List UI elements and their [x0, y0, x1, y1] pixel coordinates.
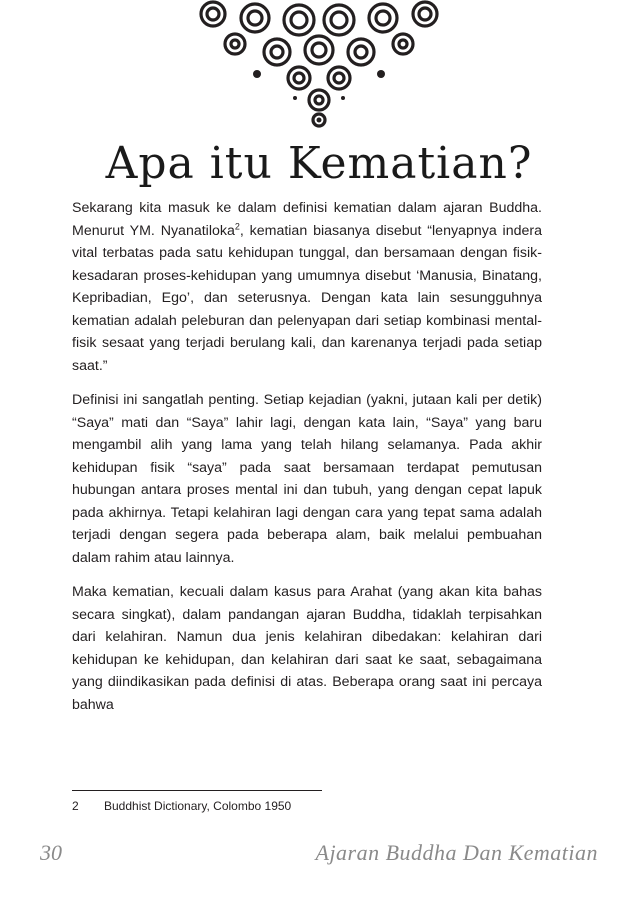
- spiral-ornament-icon: [183, 0, 455, 132]
- page-title: Apa itu Kematian?: [105, 138, 533, 189]
- paragraph-1: [72, 197, 542, 377]
- page-number: 30: [40, 840, 62, 865]
- body-text: [72, 197, 542, 728]
- footnote-divider: [72, 790, 322, 791]
- footnote-reference[interactable]: 2: [234, 220, 240, 231]
- footnote: [72, 799, 472, 813]
- paragraph-1-part-a: Sekarang kita masuk ke dalam definisi kematian dalam ajaran Buddha. Menurut YM. Nyanatiloka: [72, 200, 542, 239]
- paragraph-3: Maka kematian, kecuali dalam kasus para Arahat (yang akan kita bahas secara singkat), dalam pandangan ajaran Buddha, tidaklah terpisahkan dari kelahiran. Namun dua jenis kelahiran dibedakan: kelahiran dari kehidupan ke kehidupan, dan kelahiran dari saat ke saat, sebagaimana yang diindikasikan pada definisi di atas. Beberapa orang saat ini percaya bahwa: [72, 584, 542, 713]
- footnote-text: Buddhist Dictionary, Colombo 1950: [104, 799, 292, 813]
- paragraph-1-part-b: , kematian biasanya disebut “lenyapnya indera vital terbatas pada satu kehidupan tunggal, dan bersamaan dengan fisik-kesadaran proses-kehidupan yang umumnya disebut ‘Manusia, Binatang, Kepribadian, Ego’, dan seterusnya. Dengan kata lain sesungguhnya kematian adalah peleburan dan pelenyapan dari setiap kombinasi mental-fisik sesaat yang terjadi berulang kali, dan karenanya terjadi pada setiap saat.”: [72, 222, 542, 374]
- footnote-number: 2: [72, 799, 79, 813]
- running-title: Ajaran Buddha Dan Kematian: [315, 840, 598, 865]
- paragraph-2: Definisi ini sangatlah penting. Setiap kejadian (yakni, jutaan kali per detik) “Saya” mati dan “Saya” lahir lagi, dengan kata lain, “Saya” yang baru mengambil alih yang lama yang telah hilang selamanya. Pada akhir kehidupan fisik “saya” pada saat bersamaan terdapat pemutusan hubungan antara proses mental ini dan tubuh, yang dengan cepat lapuk pada akhirnya. Tetapi kelahiran lagi dengan cara yang tepat sama adalah terjadi dengan segera pada beberapa alam, baik melalui pembuahan dalam rahim atau lainnya.: [72, 392, 542, 566]
